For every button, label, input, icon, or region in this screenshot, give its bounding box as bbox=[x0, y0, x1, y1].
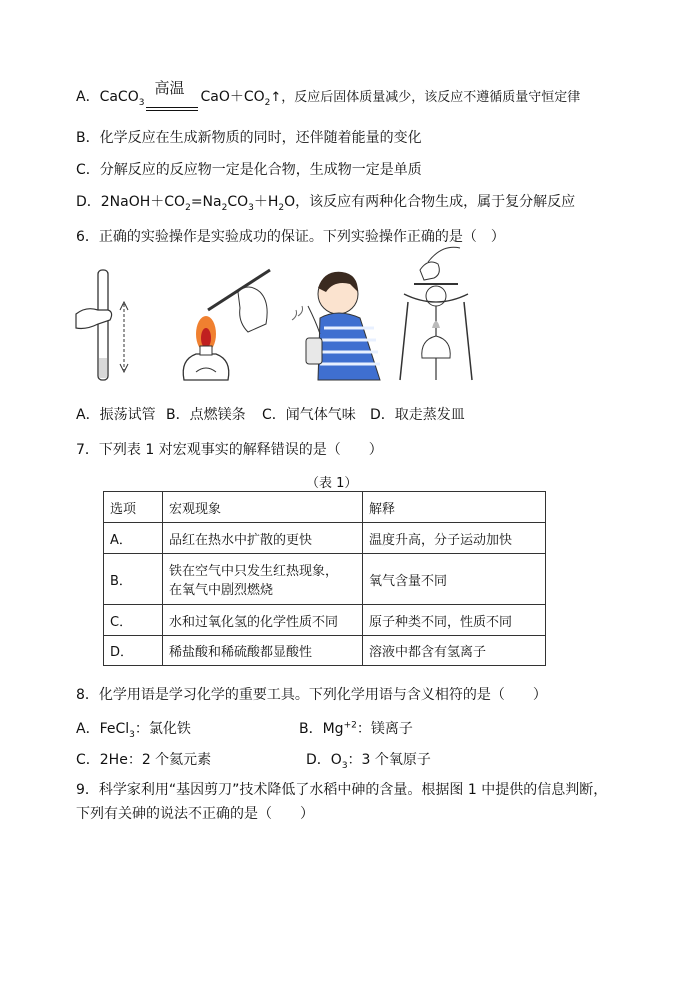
q5-option-d bbox=[76, 193, 575, 217]
option-text: ↑，反应后固体质量减少，该反应不遵循质量守恒定律 bbox=[270, 90, 581, 105]
formula-text: D．O bbox=[306, 752, 342, 768]
formula-text: A．FeCl bbox=[76, 721, 130, 737]
eq-line-bottom bbox=[146, 110, 198, 111]
superscript: +2 bbox=[343, 720, 357, 731]
q8-option-d bbox=[306, 749, 431, 771]
formula-text: =Na bbox=[190, 194, 222, 210]
formula-text: D．2NaOH＋CO bbox=[76, 194, 186, 210]
q6-option-b: B．点燃镁条 bbox=[166, 407, 246, 423]
subscript: 2 bbox=[278, 202, 285, 213]
q9-stem-line2: 下列有关砷的说法不正确的是（ ） bbox=[76, 806, 314, 822]
figure-smell-gas bbox=[290, 262, 385, 387]
table-cell: 氧气含量不同 bbox=[363, 554, 546, 605]
subscript: 3 bbox=[248, 202, 254, 213]
q6-option-a: A．振荡试管 bbox=[76, 407, 156, 423]
table-cell: B． bbox=[104, 554, 163, 605]
cell-line: 铁在空气中只发生红热现象， bbox=[169, 564, 339, 579]
subscript: 3 bbox=[129, 729, 135, 740]
table-row bbox=[104, 523, 546, 554]
table-cell: 稀盐酸和稀硫酸都显酸性 bbox=[163, 636, 363, 666]
formula-text: ＋H bbox=[253, 194, 279, 210]
subscript: 2 bbox=[264, 97, 271, 108]
figure-burn-magnesium bbox=[178, 262, 278, 387]
q6-stem: 6．正确的实验操作是实验成功的保证。下列实验操作正确的是（ ） bbox=[76, 229, 505, 245]
table-header: 解释 bbox=[363, 492, 546, 523]
table-header: 选项 bbox=[104, 492, 163, 523]
subscript: 2 bbox=[221, 202, 228, 213]
table-cell: 原子种类不同，性质不同 bbox=[363, 605, 546, 636]
option-text: O，该反应有两种化合物生成，属于复分解反应 bbox=[284, 194, 576, 210]
table-row bbox=[104, 605, 546, 636]
table-header-row bbox=[104, 492, 546, 523]
figure-evaporating-dish bbox=[398, 240, 473, 385]
formula-text: A．CaCO bbox=[76, 89, 139, 105]
q5-option-c: C．分解反应的反应物一定是化合物，生成物一定是单质 bbox=[76, 162, 422, 178]
table-cell: C． bbox=[104, 605, 163, 636]
figure-shake-test-tube bbox=[74, 262, 144, 387]
formula-text: CaO＋CO bbox=[200, 89, 265, 105]
eq-line-top bbox=[146, 107, 198, 108]
q6-option-d: D．取走蒸发皿 bbox=[370, 407, 465, 423]
table-cell: D． bbox=[104, 636, 163, 666]
option-text: ：镁离子 bbox=[356, 721, 413, 737]
q8-option-a bbox=[76, 718, 191, 740]
table-cell: 温度升高，分子运动加快 bbox=[363, 523, 546, 554]
table-cell: 溶液中都含有氢离子 bbox=[363, 636, 546, 666]
cell-line: 在氧气中剧烈燃烧 bbox=[169, 583, 274, 598]
q8-stem: 8．化学用语是学习化学的重要工具。下列化学用语与含义相符的是（ ） bbox=[76, 687, 547, 703]
q9-stem-line1: 9．科学家利用“基因剪刀”技术降低了水稻中砷的含量。根据图 1 中提供的信息判断， bbox=[76, 782, 608, 798]
reaction-condition: 高温 bbox=[154, 79, 185, 97]
q5-option-a bbox=[76, 79, 581, 112]
subscript: 2 bbox=[185, 202, 191, 213]
option-text: ：3 个氧原子 bbox=[347, 752, 431, 768]
q6-option-c: C．闻气体气味 bbox=[262, 407, 356, 423]
q7-stem: 7．下列表 1 对宏观事实的解释错误的是（ ） bbox=[76, 442, 383, 458]
table-cell: 水和过氧化氢的化学性质不同 bbox=[163, 605, 363, 636]
table-cell bbox=[163, 554, 363, 605]
table-row bbox=[104, 636, 546, 666]
table-header: 宏观现象 bbox=[163, 492, 363, 523]
subscript: 3 bbox=[138, 97, 145, 108]
table-1 bbox=[103, 491, 546, 666]
table-cell: A． bbox=[104, 523, 163, 554]
table-caption: （表 1） bbox=[306, 476, 358, 491]
option-text: ：氯化铁 bbox=[134, 721, 191, 737]
subscript: 3 bbox=[341, 760, 348, 771]
table-row bbox=[104, 554, 546, 605]
q8-option-b bbox=[299, 718, 413, 738]
formula-text: CO bbox=[227, 194, 249, 210]
table-cell: 品红在热水中扩散的更快 bbox=[163, 523, 363, 554]
q8-option-c: C．2He：2 个氦元素 bbox=[76, 752, 212, 768]
formula-text: B．Mg bbox=[299, 721, 344, 737]
q5-option-b: B．化学反应在生成新物质的同时，还伴随着能量的变化 bbox=[76, 130, 422, 146]
